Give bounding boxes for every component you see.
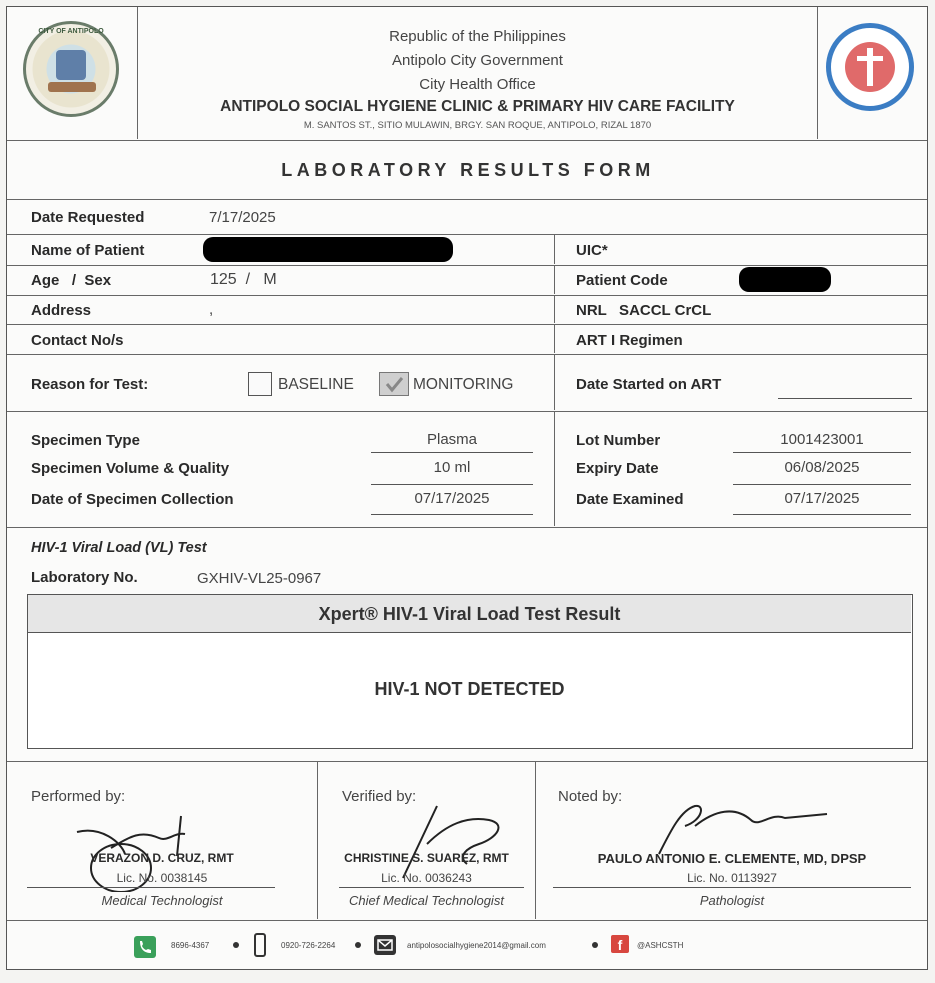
result-value: HIV-1 NOT DETECTED [374,679,565,699]
checkmark-icon [380,373,408,395]
expiry-date-label: Expiry Date [576,460,659,477]
facebook-icon: f [611,935,629,953]
date-requested-value: 7/17/2025 [209,209,276,226]
redacted-patient-name [203,237,453,262]
patient-code-label: Patient Code [576,272,668,289]
reason-label: Reason for Test: [31,376,149,393]
facility-address: M. SANTOS ST., SITIO MULAWIN, BRGY. SAN ROQUE, ANTIPOLO, RIZAL 1870 [303,120,652,131]
address-value: , [209,301,214,318]
date-examined-value: 07/17/2025 [784,490,860,507]
reason-row [7,355,927,412]
performed-title: Medical Technologist [101,893,223,908]
art-regimen-label: ART I Regimen [576,332,683,349]
signatories-section [7,762,927,921]
patient-name-row [7,235,927,266]
uic-label: UIC* [576,242,608,259]
result-box [27,594,913,749]
verified-name: CHRISTINE S. SUAREZ, RMT [344,851,509,865]
noted-by-label: Noted by: [558,788,623,805]
lab-no-value: GXHIV-VL25-0967 [197,570,322,587]
city-health-office-line: City Health Office [419,76,536,93]
date-started-art-field[interactable] [778,398,912,399]
phone-icon [134,936,156,958]
date-examined-label: Date Examined [576,491,684,508]
address-label: Address [31,302,92,319]
contact-row [7,325,927,355]
monitoring-checkbox[interactable] [379,372,409,396]
vl-test-title: HIV-1 Viral Load (VL) Test [31,540,207,556]
baseline-checkbox[interactable] [248,372,272,396]
age-sex-row [7,266,927,296]
collection-date-value: 07/17/2025 [414,490,490,507]
republic-line: Republic of the Philippines [389,28,566,45]
patient-name-label: Name of Patient [31,242,145,259]
performed-name: VERAZON D. CRUZ, RMT [90,851,234,865]
city-government-line: Antipolo City Government [392,52,563,69]
email-icon [374,935,396,955]
city-health-office-seal-icon [826,23,914,111]
verified-title: Chief Medical Technologist [349,893,504,908]
result-header: Xpert® HIV-1 Viral Load Test Result [318,604,621,624]
date-started-art-label: Date Started on ART [576,376,722,393]
age-sex-label: Age / Sex [31,272,112,289]
specimen-volume-label: Specimen Volume & Quality [31,460,230,477]
collection-date-label: Date of Specimen Collection [31,491,234,508]
specimen-section [7,412,927,528]
lab-no-label: Laboratory No. [31,569,138,586]
baseline-label: BASELINE [278,376,354,393]
date-requested-row [7,200,927,235]
specimen-volume-value: 10 ml [433,459,471,476]
performed-license: Lic. No. 0038145 [116,871,208,885]
mobile-icon [254,933,266,957]
facility-name: ANTIPOLO SOCIAL HYGIENE CLINIC & PRIMARY HIV CARE FACILITY [220,98,735,115]
viral-load-section [7,528,927,762]
performed-by-label: Performed by: [31,788,126,805]
contact-footer [7,921,929,969]
date-requested-label: Date Requested [31,209,145,226]
lot-number-value: 1001423001 [780,431,864,448]
lot-number-label: Lot Number [576,432,661,449]
monitoring-label: MONITORING [413,376,514,393]
title-row [7,141,927,200]
footer-phone: 8696-4367 [171,941,210,950]
letterhead-text [138,25,817,134]
antipolo-city-seal-icon: CITY OF ANTIPOLO [23,21,119,117]
verified-by-label: Verified by: [342,788,417,805]
footer-mobile: 0920-726-2264 [281,941,336,950]
lab-results-form [6,6,928,970]
footer-email: antipolosocialhygiene2014@gmail.com [407,941,546,950]
redacted-patient-code [739,267,831,292]
noted-title: Pathologist [699,893,765,908]
address-row [7,296,927,325]
form-title: LABORATORY RESULTS FORM [281,160,655,180]
specimen-type-value: Plasma [426,431,478,448]
nrl-label: NRL SACCL CrCL [576,302,712,319]
verified-license: Lic. No. 0036243 [381,871,472,885]
result-header-bar [28,595,911,633]
contact-label: Contact No/s [31,332,124,349]
noted-name: PAULO ANTONIO E. CLEMENTE, MD, DPSP [597,851,867,866]
noted-license: Lic. No. 0113927 [687,871,777,885]
expiry-date-value: 06/08/2025 [784,459,860,476]
letterhead [7,7,927,141]
age-sex-value: 125 / M [210,271,277,288]
specimen-type-label: Specimen Type [31,432,140,449]
footer-facebook: @ASHCSTH [637,941,684,950]
